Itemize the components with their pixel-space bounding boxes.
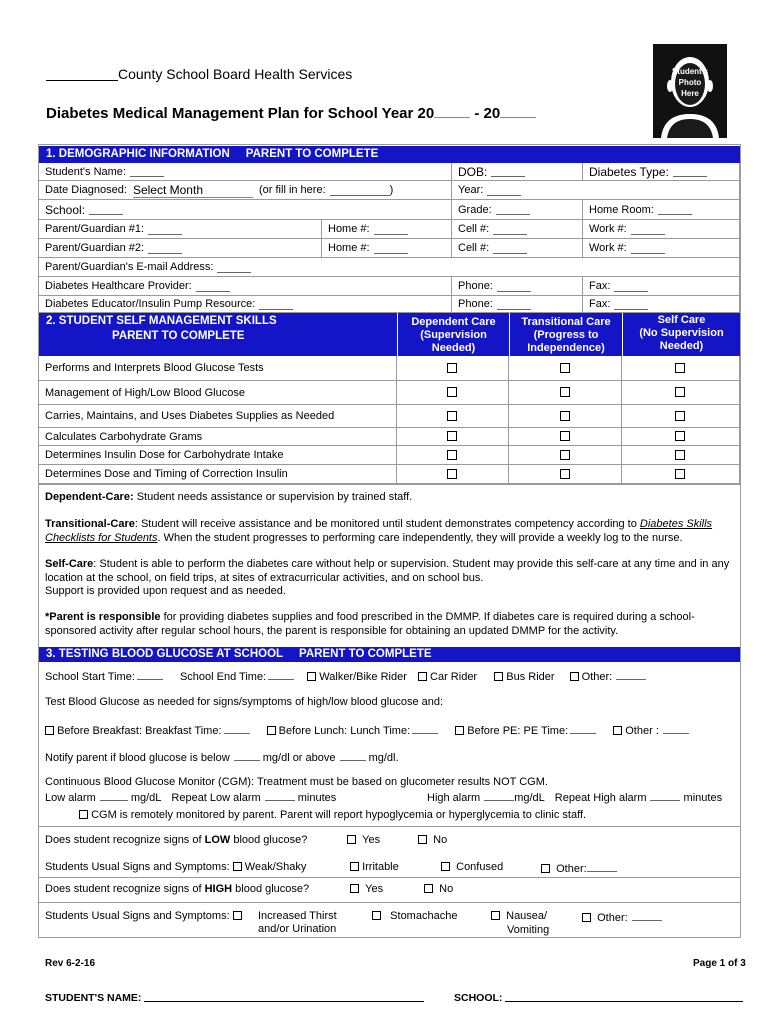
confused-option[interactable]: Confused: [441, 861, 503, 873]
skill-cell: [397, 428, 509, 446]
photo-caption: Student's Photo Here: [671, 67, 709, 98]
car-rider-checkbox[interactable]: [418, 672, 427, 681]
skill-row: Management of High/Low Blood Glucose: [39, 381, 397, 405]
title-mid: - 20: [474, 105, 501, 122]
student-name-line[interactable]: [144, 991, 424, 1002]
dependent-care-checkbox[interactable]: [447, 469, 457, 479]
high-no-option[interactable]: No: [424, 883, 453, 895]
dependent-care-header: Dependent Care (Supervision Needed): [397, 313, 509, 356]
skill-cell: [509, 405, 622, 428]
low-symptoms-row: Students Usual Signs and Symptoms: Weak/Shaky: [45, 861, 307, 873]
date-diagnosed-row: Date Diagnosed: Select Month (or fill in here: ): [39, 181, 452, 200]
work2-field[interactable]: Work #:: [583, 239, 740, 258]
low-no-option[interactable]: No: [418, 834, 447, 846]
phone1-field[interactable]: Phone:: [452, 277, 583, 296]
high-yes-option[interactable]: Yes: [350, 883, 383, 895]
email-field[interactable]: Parent/Guardian's E-mail Address:: [39, 258, 740, 277]
dependent-care-checkbox[interactable]: [447, 411, 457, 421]
divider: [39, 877, 740, 878]
county-header: [46, 66, 352, 82]
self-care-checkbox[interactable]: [675, 363, 685, 373]
cell1-field[interactable]: Cell #:: [452, 220, 583, 239]
skill-row: Calculates Carbohydrate Grams: [39, 428, 397, 446]
year-end-blank[interactable]: [500, 105, 536, 118]
fax2-field[interactable]: Fax:: [583, 296, 740, 313]
self-care-header: Self Care (No Supervision Needed): [622, 313, 740, 356]
home2-field[interactable]: Home #:: [322, 239, 452, 258]
school-field[interactable]: School:: [39, 200, 452, 220]
weak-checkbox[interactable]: [233, 862, 242, 871]
self-care-checkbox[interactable]: [675, 387, 685, 397]
skill-row: Carries, Maintains, and Uses Diabetes Supplies as Needed: [39, 405, 397, 428]
county-title: County School Board Health Services: [118, 66, 353, 82]
skill-cell: [397, 465, 509, 484]
section2-title: 2. STUDENT SELF MANAGEMENT SKILLS: [46, 315, 277, 327]
cgm-remote-checkbox[interactable]: [79, 810, 88, 819]
skill-cell: [622, 446, 740, 465]
thirst-label: Increased Thirst and/or Urination: [258, 910, 337, 935]
work1-field[interactable]: Work #:: [583, 220, 740, 239]
stomachache-option[interactable]: Stomachache: [372, 910, 457, 922]
student-name-field[interactable]: Student's Name:: [39, 163, 452, 181]
revision-label: Rev 6-2-16: [45, 958, 96, 969]
skill-cell: [397, 381, 509, 405]
dependent-care-checkbox[interactable]: [447, 431, 457, 441]
testing-times-row: Before Breakfast: Breakfast Time: Before Lunch: Lunch Time: Before PE: PE Time: Other :: [45, 723, 689, 737]
educator-field[interactable]: Diabetes Educator/Insulin Pump Resource:: [39, 296, 452, 313]
low-alarm-row: Low alarm mg/dL Repeat Low alarm minutes: [45, 792, 337, 804]
footer-school: SCHOOL:: [454, 991, 743, 1004]
transitional-care-checkbox[interactable]: [560, 450, 570, 460]
skill-cell: [622, 465, 740, 484]
other-low-option[interactable]: Other:: [541, 861, 617, 875]
dependent-care-definition: Dependent-Care: Student needs assistance or supervision by trained staff.: [45, 491, 413, 503]
school-line[interactable]: [505, 991, 743, 1002]
section2-subtitle: PARENT TO COMPLETE: [112, 330, 245, 342]
grade-field[interactable]: Grade:: [452, 200, 583, 220]
divider: [39, 826, 740, 827]
high-alarm-row: High alarm mg/dL Repeat High alarm minutes: [427, 792, 723, 804]
other-transport-checkbox[interactable]: [570, 672, 579, 681]
title-text: Diabetes Medical Management Plan for School Year 20: [46, 105, 435, 122]
skill-cell: [622, 405, 740, 428]
other-high-option[interactable]: Other:: [582, 910, 662, 924]
section1-header: 1. DEMOGRAPHIC INFORMATION PARENT TO COMPLETE: [39, 146, 740, 163]
dependent-care-checkbox[interactable]: [447, 450, 457, 460]
skill-cell: [622, 428, 740, 446]
skill-row: Determines Dose and Timing of Correction Insulin: [39, 465, 397, 484]
bus-rider-checkbox[interactable]: [494, 672, 503, 681]
low-yes-option[interactable]: Yes: [347, 834, 380, 846]
before-pe-checkbox[interactable]: [455, 726, 464, 735]
skill-cell: [509, 446, 622, 465]
transitional-care-checkbox[interactable]: [560, 363, 570, 373]
county-blank[interactable]: [46, 67, 118, 81]
section3-header: 3. TESTING BLOOD GLUCOSE AT SCHOOL PARENT TO COMPLETE: [39, 647, 740, 662]
year-field[interactable]: Year:: [452, 181, 740, 200]
self-care-checkbox[interactable]: [675, 450, 685, 460]
diabetes-type-field[interactable]: Diabetes Type:: [583, 163, 740, 181]
fax1-field[interactable]: Fax:: [583, 277, 740, 296]
cgm-instruction: Continuous Blood Glucose Monitor (CGM): Treatment must be based on glucometer results NOT CGM.: [45, 776, 548, 788]
skill-cell: [509, 428, 622, 446]
divider: [39, 484, 740, 485]
skill-cell: [622, 356, 740, 381]
before-lunch-checkbox[interactable]: [267, 726, 276, 735]
provider-field[interactable]: Diabetes Healthcare Provider:: [39, 277, 452, 296]
before-breakfast-checkbox[interactable]: [45, 726, 54, 735]
notify-row: Notify parent if blood glucose is below mg/dl or above mg/dl.: [45, 752, 399, 764]
select-month-dropdown[interactable]: Select Month: [133, 183, 253, 198]
home1-field[interactable]: Home #:: [322, 220, 452, 239]
dependent-care-checkbox[interactable]: [447, 387, 457, 397]
skill-cell: [509, 465, 622, 484]
divider: [39, 902, 740, 903]
skill-row: Performs and Interprets Blood Glucose Tests: [39, 356, 397, 381]
low-recognition-row: Does student recognize signs of LOW blood glucose?: [45, 834, 308, 846]
self-care-checkbox[interactable]: [675, 469, 685, 479]
walker-checkbox[interactable]: [307, 672, 316, 681]
transitional-care-definition: Transitional-Care: Student will receive assistance and be monitored until student demonstrates competency according to Diabetes Skills Checklists for Students. When the student progresses to performing care independently, they will provide a weekly log to the nurse.: [45, 518, 713, 544]
guardian1-field[interactable]: Parent/Guardian #1:: [39, 220, 322, 239]
transitional-care-checkbox[interactable]: [560, 431, 570, 441]
irritable-option[interactable]: Irritable: [350, 861, 399, 873]
high-symptoms-row: Students Usual Signs and Symptoms:: [45, 910, 242, 922]
skill-cell: [509, 356, 622, 381]
skill-row: Determines Insulin Dose for Carbohydrate Intake: [39, 446, 397, 465]
transitional-care-checkbox[interactable]: [560, 411, 570, 421]
cell2-field[interactable]: Cell #:: [452, 239, 583, 258]
dob-field[interactable]: DOB:: [452, 163, 583, 181]
nausea-option[interactable]: Nausea/: [491, 910, 547, 922]
phone2-field[interactable]: Phone:: [452, 296, 583, 313]
skill-cell: [509, 381, 622, 405]
skill-cell: [397, 446, 509, 465]
transitional-care-header: Transitional Care (Progress to Independence): [509, 313, 622, 356]
skill-cell: [397, 405, 509, 428]
self-care-checkbox[interactable]: [675, 411, 685, 421]
skill-cell: [397, 356, 509, 381]
transitional-care-checkbox[interactable]: [560, 469, 570, 479]
high-recognition-row: Does student recognize signs of HIGH blood glucose?: [45, 883, 310, 895]
page-number: Page 1 of 3: [693, 958, 746, 969]
test-instruction: Test Blood Glucose as needed for signs/symptoms of high/low blood glucose and:: [45, 696, 444, 708]
student-photo-placeholder[interactable]: [653, 44, 727, 138]
page-title: [46, 105, 536, 122]
parent-responsibility: *Parent is responsible for providing diabetes supplies and food prescribed in the DMMP. If diabetes care is required during a school-sponsored activity after regular school hours, the parent is responsible for obtaining an updated DMMP for the activity.: [45, 611, 695, 637]
guardian2-field[interactable]: Parent/Guardian #2:: [39, 239, 322, 258]
thirst-checkbox[interactable]: [233, 911, 242, 920]
footer-student-name: STUDENT'S NAME:: [45, 991, 424, 1004]
transport-row: School Start Time: School End Time: Walker/Bike Rider Car Rider Bus Rider Other:: [45, 669, 646, 683]
home-room-field[interactable]: Home Room:: [583, 200, 740, 220]
skill-cell: [622, 381, 740, 405]
nausea-label-line2: Vomiting: [507, 924, 550, 936]
other-time-checkbox[interactable]: [613, 726, 622, 735]
self-care-checkbox[interactable]: [675, 431, 685, 441]
skills-checklist-link[interactable]: Diabetes Skills Checklists for Students: [45, 518, 713, 544]
year-start-blank[interactable]: [434, 105, 470, 118]
transitional-care-checkbox[interactable]: [560, 387, 570, 397]
self-care-definition: Self-Care: Student is able to perform the diabetes care without help or supervision. Student may provide this self-care at any time and in any location at the school, on field trips, at sites of extracurricular activities, and on school bus. Support is provided upon request and as needed.: [45, 558, 730, 597]
dependent-care-checkbox[interactable]: [447, 363, 457, 373]
cgm-remote-row: CGM is remotely monitored by parent. Parent will report hypoglycemia or hyperglycemia to clinic staff.: [79, 809, 586, 821]
